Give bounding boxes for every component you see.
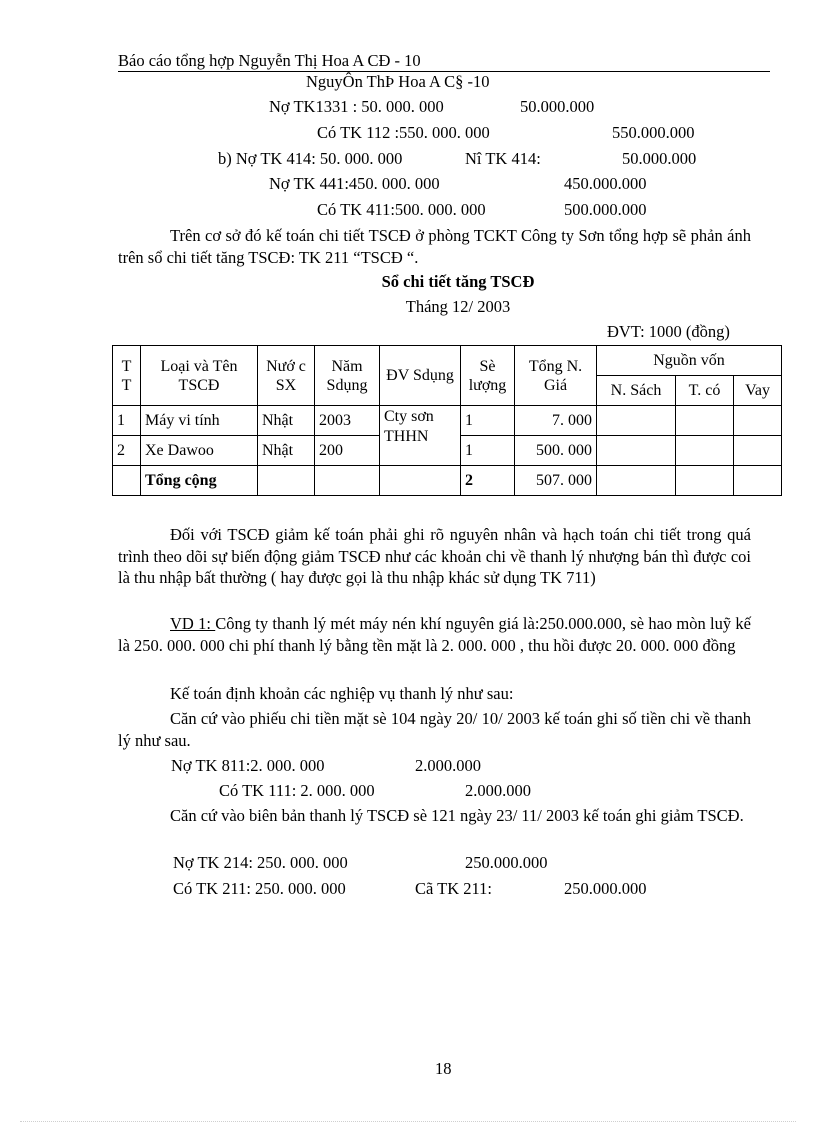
header-src-loan: Vay [734,376,782,406]
entry-amount: 250.000.000 [465,853,548,872]
total-qty: 2 [461,466,515,496]
intro-paragraph: Trên cơ sở đó kế toán chi tiết TSCĐ ở phòng TCKT Công ty Sơn tổng hợp sẽ phản ánh trên sổ chi tiết tăng TSCĐ: TK 211 “TSCĐ “. [118,226,751,267]
cell-budget [597,406,676,436]
cell-country: Nhật [258,406,315,436]
cell-total: 7. 000 [515,406,597,436]
entry-amount: 550.000.000 [612,123,695,142]
cell-tt: 1 [113,406,141,436]
table-total-row [113,466,782,496]
cell-self [676,436,734,466]
cell-total: 500. 000 [515,436,597,466]
table-row [113,406,782,436]
page-bottom-border [20,1121,796,1122]
cell-loan [734,436,782,466]
cell-empty [258,466,315,496]
table-header-row [113,346,782,376]
header-tt: T T [113,346,141,406]
entry-amount: 250.000.000 [564,879,647,898]
cell-year: 2003 [315,406,380,436]
entry-amount: 450.000.000 [564,174,647,193]
header-unit: ĐV Sdụng [380,346,461,406]
cell-qty: 1 [461,436,515,466]
entry-left: Nợ TK1331 : 50. 000. 000 [269,97,444,116]
cell-year: 200 [315,436,380,466]
cell-empty [315,466,380,496]
cell-budget [597,436,676,466]
entry-left: Nợ TK 441:450. 000. 000 [269,174,440,193]
cell-country: Nhật [258,436,315,466]
cell-tt: 2 [113,436,141,466]
table-subtitle: Tháng 12/ 2003 [405,297,511,316]
entry-left: Có TK 112 :550. 000. 000 [317,123,490,142]
example-paragraph: VD 1: Công ty thanh lý mét máy nén khí nguyên giá là:250.000.000, sè hao mòn luỹ kế là 250. 000. 000 chi phí thanh lý bằng tền mặt là 2. 000. 000 , thu hồi được 20. 000. 000 đồng [118,614,751,655]
entry-mid: Nî TK 414: [465,149,541,168]
entry-left: Nợ TK 811:2. 000. 000 [171,756,325,775]
entry-amount: 2.000.000 [415,756,481,775]
cell-qty: 1 [461,406,515,436]
cell-empty [113,466,141,496]
header-garbled-line: NguyÔn ThÞ Hoa A C§ -10 [306,72,490,91]
example-label: VD 1: [170,614,216,633]
entry-left: b) Nợ TK 414: 50. 000. 000 [218,149,403,168]
cell-empty [597,466,676,496]
header-src-self: T. có [676,376,734,406]
cell-name: Xe Dawoo [141,436,258,466]
total-amount: 507. 000 [515,466,597,496]
cell-empty [380,466,461,496]
entry-amount: 500.000.000 [564,200,647,219]
unit-label: ĐVT: 1000 (đồng) [607,322,730,341]
asset-increase-table [112,345,782,496]
page-number: 18 [435,1059,452,1078]
header-total: Tổng N. Giá [515,346,597,406]
total-label: Tổng cộng [141,466,258,496]
entry-amount: 2.000.000 [465,781,531,800]
cell-empty [734,466,782,496]
entry-left: Có TK 111: 2. 000. 000 [219,781,375,800]
entries-intro-paragraph: Kế toán định khoản các nghiệp vụ thanh lý như sau: [170,684,514,703]
reduce-paragraph: Đối với TSCĐ giảm kế toán phải ghi rõ nguyên nhân và hạch toán chi tiết trong quá trình theo dõi sự biến động giảm TSCĐ như các khoản chi về thanh lý nhượng bán thì được coi là thu nhập bất thường ( hay được gọi là thu nhập khác sử dụng TK 711) [118,525,751,587]
header-year: Năm Sdụng [315,346,380,406]
voucher-paragraph: Căn cứ vào phiếu chi tiền mặt sè 104 ngày 20/ 10/ 2003 kế toán ghi số tiền chi về thanh lý như sau. [118,709,751,750]
page-header-title: Báo cáo tổng hợp Nguyễn Thị Hoa A CĐ - 10 [118,51,421,70]
entry-amount: 50.000.000 [622,149,697,168]
cell-empty [676,466,734,496]
cell-unit: Cty sơn THHN [380,406,461,466]
table-title: Sổ chi tiết tăng TSCĐ [381,272,535,291]
entry-amount: 50.000.000 [520,97,595,116]
header-country: Nướ c SX [258,346,315,406]
cell-self [676,406,734,436]
header-source: Nguồn vốn [597,346,782,376]
header-name: Loại và Tên TSCĐ [141,346,258,406]
header-qty: Sè lượng [461,346,515,406]
header-src-budget: N. Sách [597,376,676,406]
cell-loan [734,406,782,436]
entry-mid: Cã TK 211: [415,879,492,898]
minutes-paragraph: Căn cứ vào biên bản thanh lý TSCĐ sè 121 ngày 23/ 11/ 2003 kế toán ghi giảm TSCĐ. [170,806,744,825]
entry-left: Có TK 411:500. 000. 000 [317,200,486,219]
cell-name: Máy vi tính [141,406,258,436]
entry-left: Có TK 211: 250. 000. 000 [173,879,346,898]
entry-left: Nợ TK 214: 250. 000. 000 [173,853,348,872]
